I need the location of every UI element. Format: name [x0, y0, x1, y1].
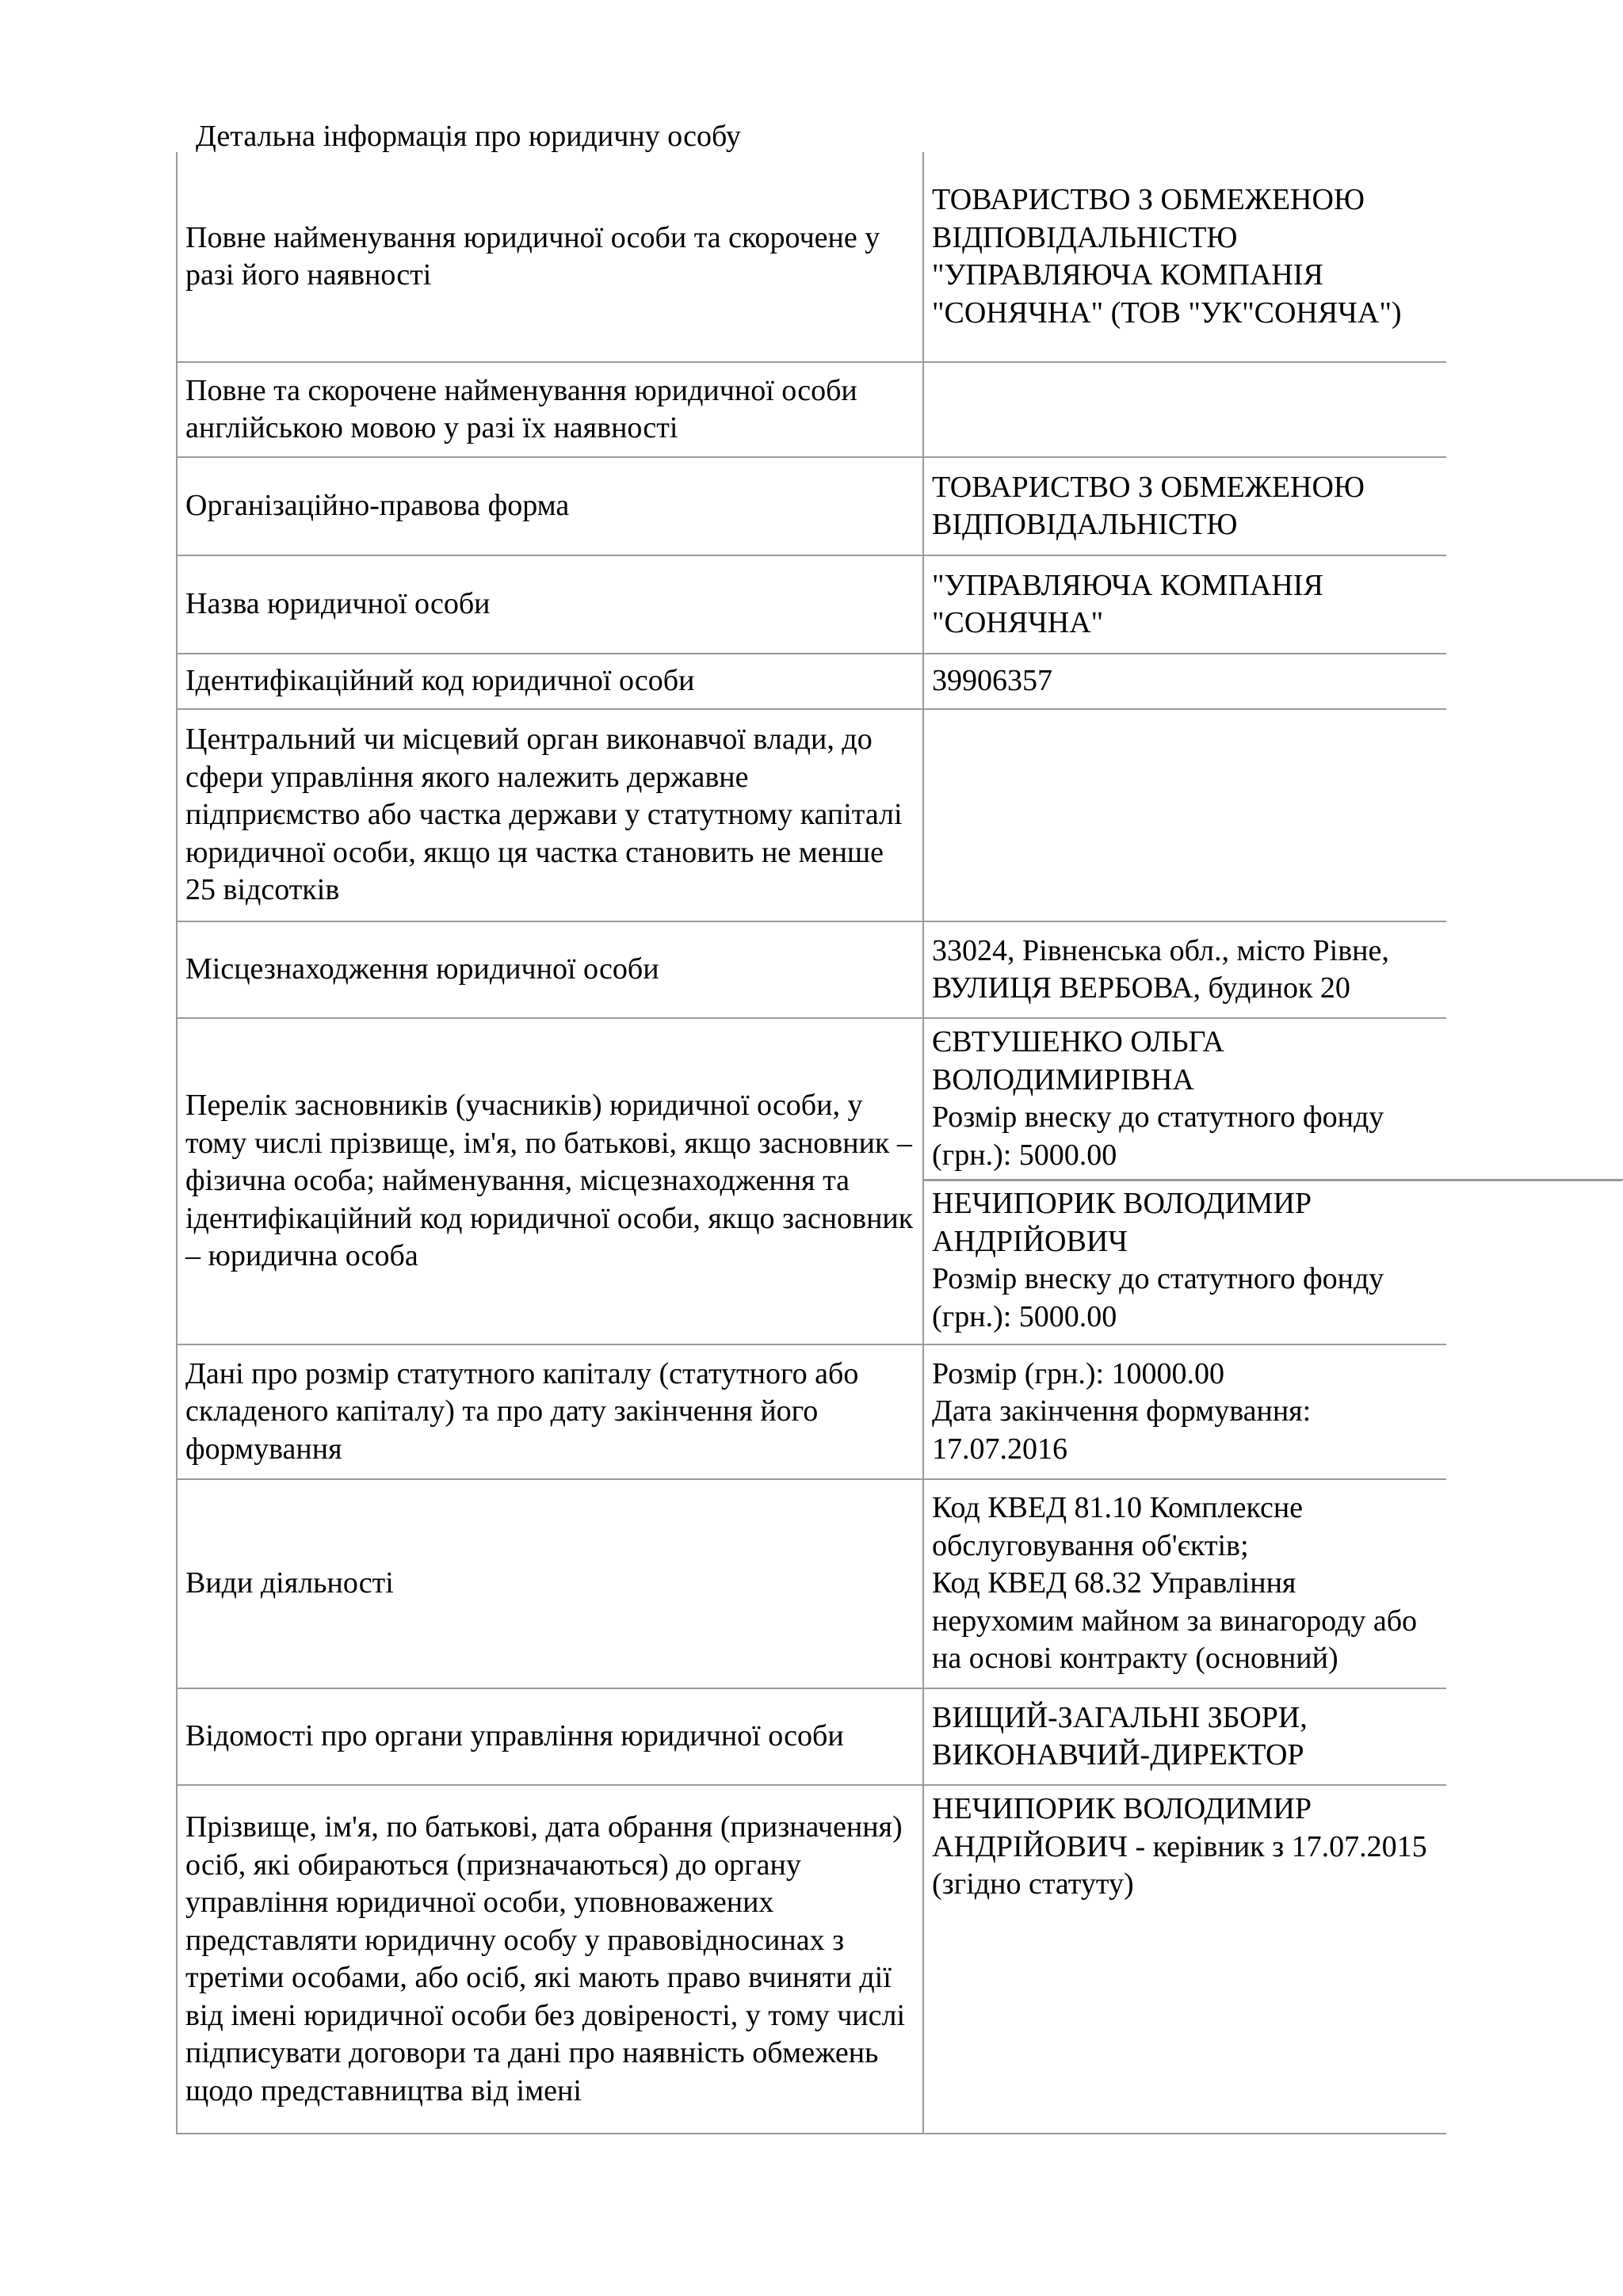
row-value: ВИЩИЙ-ЗАГАЛЬНІ ЗБОРИ, ВИКОНАВЧИЙ-ДИРЕКТОР — [923, 1688, 1446, 1785]
table-row-founders — [177, 1018, 1446, 1344]
table-row-entity-name — [177, 555, 1446, 654]
activity-item: Код КВЕД 81.10 Комплексне обслуговування об'єктів; — [932, 1491, 1304, 1562]
table-row-english-name — [177, 362, 1446, 457]
row-label: Види діяльності — [177, 1479, 923, 1688]
row-label: Назва юридичної особи — [177, 555, 923, 654]
table-row-capital — [177, 1344, 1446, 1479]
row-value — [923, 1479, 1446, 1688]
row-label: Повне найменування юридичної особи та скорочене у разі його наявності — [177, 152, 923, 362]
activity-item: Код КВЕД 68.32 Управління нерухомим майном за винагороду або на основі контракту (основний) — [932, 1566, 1418, 1676]
row-label: Дані про розмір статутного капіталу (статутного або складеного капіталу) та про дату закінчення його формування — [177, 1344, 923, 1479]
legal-entity-info-table — [176, 152, 1446, 2134]
table-row-activities — [177, 1479, 1446, 1688]
table-row-governing-bodies — [177, 1688, 1446, 1785]
founder-name: ЄВТУШЕНКО ОЛЬГА ВОЛОДИМИРІВНА — [932, 1025, 1224, 1097]
table-row-representatives — [177, 1785, 1446, 2134]
table-row-authority — [177, 709, 1446, 921]
founder-entry — [924, 1179, 1623, 1341]
row-label: Відомості про органи управління юридичної особи — [177, 1688, 923, 1785]
row-value — [923, 709, 1446, 921]
row-value — [923, 362, 1446, 457]
row-value: ТОВАРИСТВО З ОБМЕЖЕНОЮ ВІДПОВІДАЛЬНІСТЮ — [923, 457, 1446, 555]
founder-entry — [924, 1019, 1446, 1179]
table-row-address — [177, 921, 1446, 1018]
founder-contribution: Розмір внеску до статутного фонду (грн.): 5000.00 — [932, 1262, 1384, 1333]
row-label: Організаційно-правова форма — [177, 457, 923, 555]
row-label: Повне та скорочене найменування юридичної особи англійською мовою у разі їх наявності — [177, 362, 923, 457]
founders-cell — [923, 1018, 1446, 1344]
row-value: 33024, Рівненська обл., місто Рівне, ВУЛИЦЯ ВЕРБОВА, будинок 20 — [923, 921, 1446, 1018]
founder-contribution: Розмір внеску до статутного фонду (грн.): 5000.00 — [932, 1100, 1384, 1172]
page-title: Детальна інформація про юридичну особу — [196, 120, 741, 153]
row-value: "УПРАВЛЯЮЧА КОМПАНІЯ "СОНЯЧНА" — [923, 555, 1446, 654]
row-label: Перелік засновників (учасників) юридичної особи, у тому числі прізвище, ім'я, по батькові, якщо засновник – фізична особа; найменування, місцезнаходження та ідентифікаційний код юридичної особи, якщо засновник – юридична особа — [177, 1018, 923, 1344]
formation-date: Дата закінчення формування: 17.07.2016 — [932, 1394, 1312, 1466]
table-row-id-code — [177, 654, 1446, 709]
divider-line — [923, 1180, 1622, 1181]
table-row-full-name — [177, 152, 1446, 362]
row-label: Прізвище, ім'я, по батькові, дата обрання (призначення) осіб, які обираються (призначаються) до органу управління юридичної особи, уповноважених представляти юридичну особу у правовідносинах з третіми особами, або осіб, які мають право вчиняти дії від імені юридичної особи без довіреності, у тому числі підписувати договори та дані про наявність обмежень щодо представництва від імені — [177, 1785, 923, 2134]
capital-size: Розмір (грн.): 10000.00 — [932, 1356, 1225, 1390]
row-label: Ідентифікаційний код юридичної особи — [177, 654, 923, 709]
table-row-legal-form — [177, 457, 1446, 555]
row-label: Центральний чи місцевий орган виконавчої влади, до сфери управління якого належить державне підприємство або частка держави у статутному капіталі юридичної особи, якщо ця частка становить не менше 25 відсотків — [177, 709, 923, 921]
row-value: 39906357 — [923, 654, 1446, 709]
row-label: Місцезнаходження юридичної особи — [177, 921, 923, 1018]
row-value: НЕЧИПОРИК ВОЛОДИМИР АНДРІЙОВИЧ - керівник з 17.07.2015 (згідно статуту) — [923, 1785, 1446, 2134]
founder-name: НЕЧИПОРИК ВОЛОДИМИР АНДРІЙОВИЧ — [932, 1187, 1312, 1258]
row-value: ТОВАРИСТВО З ОБМЕЖЕНОЮ ВІДПОВІДАЛЬНІСТЮ "УПРАВЛЯЮЧА КОМПАНІЯ "СОНЯЧНА" (ТОВ "УК"СОНЯЧА") — [923, 152, 1446, 362]
row-value — [923, 1344, 1446, 1479]
